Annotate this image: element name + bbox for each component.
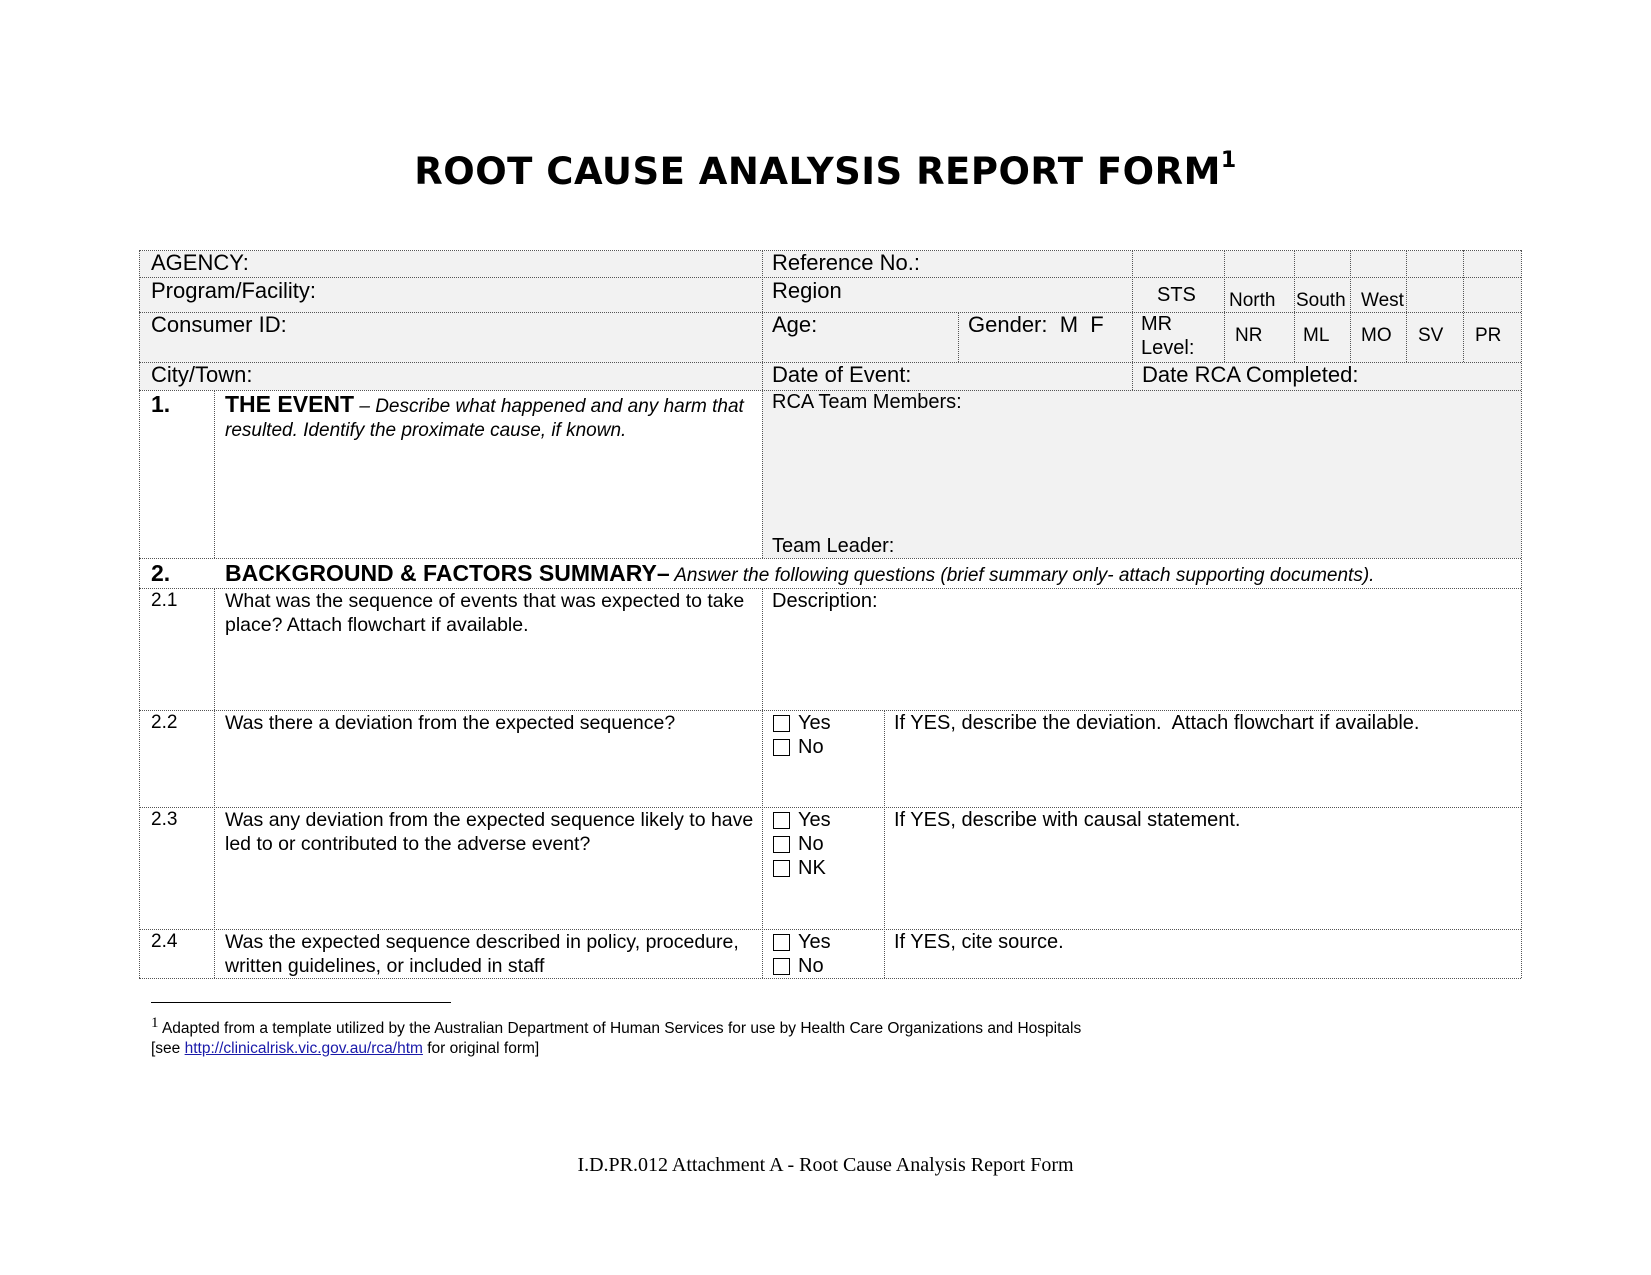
option-label: Yes <box>798 712 831 734</box>
checkbox[interactable] <box>773 958 790 975</box>
title-footnote-marker: 1 <box>1220 148 1237 173</box>
consumer-id-label: Consumer ID: <box>151 312 287 337</box>
agency-label: AGENCY: <box>151 250 249 275</box>
mr-level-pr: PR <box>1475 325 1502 346</box>
footnote-text: Adapted from a template utilized by the Australian Department of Human Services for use by Health Care Organizations and Hospitals <box>161 1020 1082 1038</box>
question-number-2-2: 2.2 <box>151 712 178 733</box>
footnote-line-1 <box>151 1013 1081 1039</box>
question-number-2-1: 2.1 <box>151 590 178 611</box>
team-members-shade <box>762 390 1521 558</box>
section2-heading-row <box>225 561 1374 589</box>
mr-level-nr: NR <box>1235 325 1263 346</box>
answer-label-2-1: Description: <box>772 590 878 612</box>
grid-line <box>1132 250 1133 390</box>
page-title <box>0 150 1651 193</box>
option-yes[interactable] <box>773 809 831 833</box>
option-no[interactable] <box>773 955 831 979</box>
title-text: ROOT CAUSE ANALYSIS REPORT FORM <box>414 150 1221 193</box>
options-2-3 <box>773 809 831 881</box>
option-nk[interactable] <box>773 857 831 881</box>
answer-label-2-3: If YES, describe with causal statement. <box>894 809 1241 831</box>
footnote <box>151 1013 1081 1059</box>
mr-level-label: MR Level: <box>1141 313 1195 359</box>
grid-line <box>762 588 763 978</box>
option-label: No <box>798 955 824 977</box>
checkbox[interactable] <box>773 812 790 829</box>
grid-line <box>1521 250 1522 978</box>
options-2-4 <box>773 931 831 979</box>
grid-line <box>1463 250 1464 362</box>
option-yes[interactable] <box>773 931 831 955</box>
mr-level-sv: SV <box>1418 325 1444 346</box>
age-label: Age: <box>772 312 818 337</box>
checkbox[interactable] <box>773 715 790 732</box>
option-no[interactable] <box>773 736 831 760</box>
footnote-marker: 1 <box>151 1015 159 1031</box>
question-number-2-4: 2.4 <box>151 931 178 952</box>
checkbox[interactable] <box>773 860 790 877</box>
section2-instruction: Answer the following questions (brief summary only- attach supporting documents). <box>669 565 1375 586</box>
grid-line <box>884 710 885 978</box>
question-text-2-3: Was any deviation from the expected sequence likely to have led to or contributed to the adverse event? <box>225 809 754 855</box>
checkbox[interactable] <box>773 739 790 756</box>
section2-heading: BACKGROUND & FACTORS SUMMARY– <box>225 560 670 586</box>
footnote-separator <box>151 1002 451 1003</box>
footnote-see-prefix: [see <box>151 1040 185 1058</box>
grid-line <box>139 558 1521 559</box>
grid-line <box>139 250 140 978</box>
grid-line <box>958 312 959 362</box>
checkbox[interactable] <box>773 934 790 951</box>
option-label: No <box>798 833 824 855</box>
rca-team-members-label: RCA Team Members: <box>772 391 962 413</box>
gender-label: Gender: M F <box>968 312 1104 337</box>
grid-line <box>1350 250 1351 362</box>
team-leader-label: Team Leader: <box>772 535 895 557</box>
reference-no-label: Reference No.: <box>772 250 920 275</box>
option-label: NK <box>798 857 826 879</box>
grid-line <box>214 390 215 558</box>
question-text-2-4: Was the expected sequence described in policy, procedure, written guidelines, or included in staff <box>225 931 739 977</box>
grid-line <box>762 250 763 558</box>
page-footer: I.D.PR.012 Attachment A - Root Cause Analysis Report Form <box>577 1154 1074 1176</box>
section1-description <box>225 392 750 443</box>
region-sts: STS <box>1157 284 1196 306</box>
question-text-2-1: What was the sequence of events that was expected to take place? Attach flowchart if available. <box>225 590 745 636</box>
program-facility-label: Program/Facility: <box>151 278 317 303</box>
question-number-2-3: 2.3 <box>151 809 178 830</box>
region-west: West <box>1361 290 1404 311</box>
options-2-2 <box>773 712 831 760</box>
option-no[interactable] <box>773 833 831 857</box>
section1-instruction: – Describe what happened and any harm that resulted. Identify the proximate cause, if known. <box>225 396 744 441</box>
option-label: No <box>798 736 824 758</box>
section1-heading: THE EVENT <box>225 391 355 417</box>
region-north: North <box>1229 290 1276 311</box>
option-label: Yes <box>798 809 831 831</box>
grid-line <box>1294 250 1295 362</box>
answer-label-2-4: If YES, cite source. <box>894 931 1064 953</box>
checkbox[interactable] <box>773 836 790 853</box>
city-town-label: City/Town: <box>151 362 253 387</box>
question-text-2-2: Was there a deviation from the expected sequence? <box>225 712 676 734</box>
section2-number: 2. <box>151 560 171 586</box>
footnote-line-2 <box>151 1039 1081 1059</box>
footnote-link[interactable]: http://clinicalrisk.vic.gov.au/rca/htm <box>184 1040 423 1058</box>
option-yes[interactable] <box>773 712 831 736</box>
footnote-see-suffix: for original form] <box>422 1040 540 1058</box>
grid-line <box>214 588 215 978</box>
answer-label-2-2: If YES, describe the deviation. Attach flowchart if available. <box>894 712 1420 734</box>
region-label: Region <box>772 278 842 303</box>
mr-level-mo: MO <box>1361 325 1392 346</box>
grid-line <box>1406 250 1407 362</box>
grid-line <box>1224 250 1225 362</box>
option-label: Yes <box>798 931 831 953</box>
date-of-event-label: Date of Event: <box>772 362 912 387</box>
mr-level-ml: ML <box>1303 325 1330 346</box>
section1-number: 1. <box>151 391 171 417</box>
date-rca-completed-label: Date RCA Completed: <box>1142 362 1359 387</box>
region-south: South <box>1296 290 1346 311</box>
